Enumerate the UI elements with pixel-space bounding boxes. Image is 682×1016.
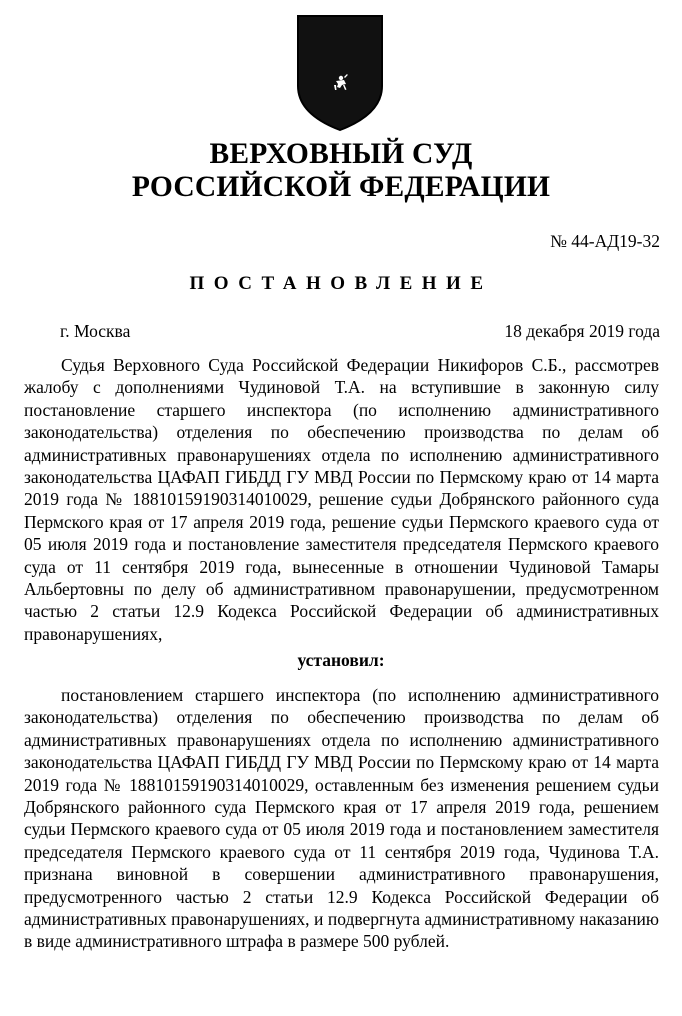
paragraph-preamble: Судья Верховного Суда Российской Федерации Никифоров С.Б., рассмотрев жалобу с дополнениями Чудиновой Т.А. на вступившие в законную силу постановление старшего инспектора (по исполнению административного законодательства) отделения по обеспечению производства по делам об административных правонарушениях отдела по исполнению административного законодательства ЦАФАП ГИБДД ГУ МВД России по Пермскому краю от 14 марта 2019 года № 18810159190314010029, решение судьи Добрянского районного суда Пермского края от 17 апреля 2019 года, решение судьи Пермского краевого суда от 05 июля 2019 года и постановление заместителя председателя Пермского краевого суда от 11 сентября 2019 года, вынесенные в отношении Чудиновой Тамары Альбертовны по делу об административном правонарушении, предусмотренном частью 2 статьи 12.9 Кодекса Российской Федерации об административных правонарушениях, <box>24 355 659 644</box>
section-heading-established: установил: <box>297 650 385 670</box>
city: г. Москва <box>60 321 131 341</box>
document-type-heading: ПОСТАНОВЛЕНИЕ <box>189 273 493 294</box>
emblem-shield <box>298 16 382 130</box>
document-date: 18 декабря 2019 года <box>504 321 660 341</box>
court-name-line1: ВЕРХОВНЫЙ СУД <box>209 138 473 170</box>
state-emblem-icon <box>296 14 384 132</box>
paragraph-findings: постановлением старшего инспектора (по исполнению административного законодательства) отделения по обеспечению производства по делам об административных правонарушениях отдела по исполнению административного законодательства ЦАФАП ГИБДД ГУ МВД России по Пермскому краю от 14 марта 2019 года № 18810159190314010029, оставленным без изменения решением судьи Добрянского районного суда Пермского края от 17 апреля 2019 года, решением судьи Пермского краевого суда от 05 июля 2019 года и постановлением заместителя председателя Пермского краевого суда от 11 сентября 2019 года, Чудинова Т.А. признана виновной в совершении административного правонарушения, предусмотренного частью 2 статьи 12.9 Кодекса Российской Федерации об административных правонарушениях, и подвергнута административному наказанию в виде административного штрафа в размере 500 рублей. <box>24 685 659 952</box>
court-name-line2: РОССИЙСКОЙ ФЕДЕРАЦИИ <box>131 171 551 203</box>
case-number: № 44-АД19-32 <box>550 231 660 251</box>
